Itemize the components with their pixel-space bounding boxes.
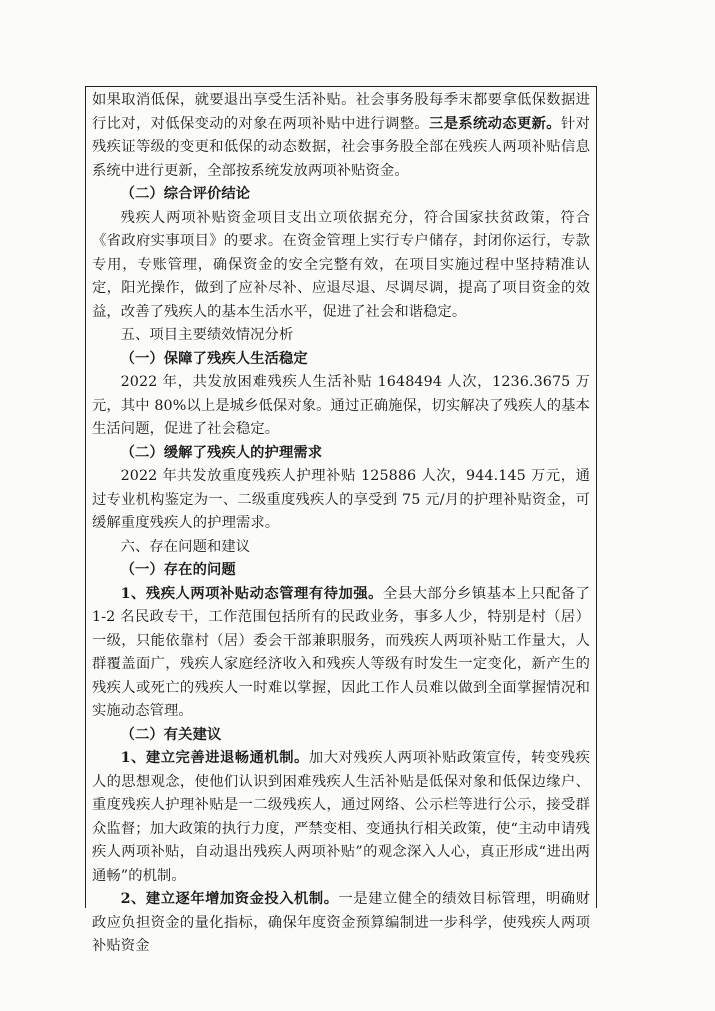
body-paragraph xyxy=(92,888,590,959)
subsection-heading: （二）有关建议 xyxy=(120,726,222,743)
document-body xyxy=(86,87,596,959)
bold-lead-phrase: 三是系统动态更新。 xyxy=(429,115,561,132)
body-paragraph xyxy=(92,371,590,442)
subsection-heading: （二）综合评价结论 xyxy=(120,186,251,202)
bold-lead-phrase: 1、建立完善进退畅通机制。 xyxy=(120,750,309,766)
body-paragraph xyxy=(92,207,590,325)
section-heading: 六、存在问题和建议 xyxy=(120,538,251,555)
paragraph-text: 2022 年，共发放困难残疾人生活补贴 1648494 人次，1236.3675 万元，其中 80%以上是城乡低保对象。通过正确施保，切实解决了残疾人的基本生活问题，促进了社会稳定。 xyxy=(92,374,590,437)
subsection-heading: （二）缓解了残疾人的护理需求 xyxy=(120,444,323,461)
paragraph-text: 一是建立健全的绩效目标管理，明确财政应负担资金的量化指标，确保年度资金预算编制进一步科学，使残疾人两项补贴资金 xyxy=(92,891,590,954)
paragraph-text: 残疾人两项补贴资金项目支出立项依据充分，符合国家扶贫政策，符合《省政府实事项目》的要求。在资金管理上实行专户储存，封闭你运行，专款专用，专账管理，确保资金的安全完整有效，在项目实施过程中坚持精准认定，阳光操作，做到了应补尽补、应退尽退、尽调尽调，提高了项目资金的效益，改善了残疾人的基本生活水平，促进了社会和谐稳定。 xyxy=(92,209,590,320)
bold-lead-phrase: 2、建立逐年增加资金投入机制。 xyxy=(120,891,339,907)
document-frame xyxy=(85,86,597,954)
section-heading: 五、项目主要绩效情况分析 xyxy=(120,327,294,343)
paragraph-text: 如果取消低保，就要退出享受生活补贴。社会事务股每季末都要拿低保数据进行比对，对低保变动的对象在两项补贴中进行调整。 xyxy=(92,92,590,132)
subsection-heading: （一）保障了残疾人生活稳定 xyxy=(120,350,308,367)
body-paragraph xyxy=(92,747,590,888)
subsection-heading: （一）存在的问题 xyxy=(120,562,236,578)
body-paragraph xyxy=(92,583,590,724)
paragraph-text: 针对残疾证等级的变更和低保的动态数据，社会事务股全部在残疾人两项补贴信息系统中进行更新，全部按系统发放两项补贴资金。 xyxy=(92,115,590,179)
body-paragraph xyxy=(92,465,590,536)
body-paragraph xyxy=(92,89,590,183)
paragraph-text: 加大对残疾人两项补贴政策宣传，转变残疾人的思想观念，使他们认识到困难残疾人生活补贴是低保对象和低保边缘户、重度残疾人护理补贴是一二级残疾人，通过网络、公示栏等进行公示，接受群众监督；加大政策的执行力度，严禁变相、变通执行相关政策，使“主动申请残疾人两项补贴，自动退出残疾人两项补贴”的观念深入人心，真正形成“进出两通畅”的机制。 xyxy=(92,750,590,884)
bold-lead-phrase: 1、残疾人两项补贴动态管理有待加强。 xyxy=(120,585,383,602)
paragraph-text: 2022 年共发放重度残疾人护理补贴 125886 人次，944.145 万元，通过专业机构鉴定为一、二级重度残疾人的享受到 75 元/月的护理补贴资金，可缓解重度残疾人的护理需求。 xyxy=(92,468,590,531)
paragraph-text: 全县大部分乡镇基本上只配备了 1-2 名民政专干，工作范围包括所有的民政业务，事多人少，特别是村（居）一级，只能依靠村（居）委会干部兼职服务，而残疾人两项补贴工作量大，人群覆盖面广，残疾人家庭经济收入和残疾人等级有时发生一定变化，新产生的残疾人或死亡的残疾人一时难以掌握，因此工作人员难以做到全面掌握情况和实施动态管理。 xyxy=(92,585,590,719)
